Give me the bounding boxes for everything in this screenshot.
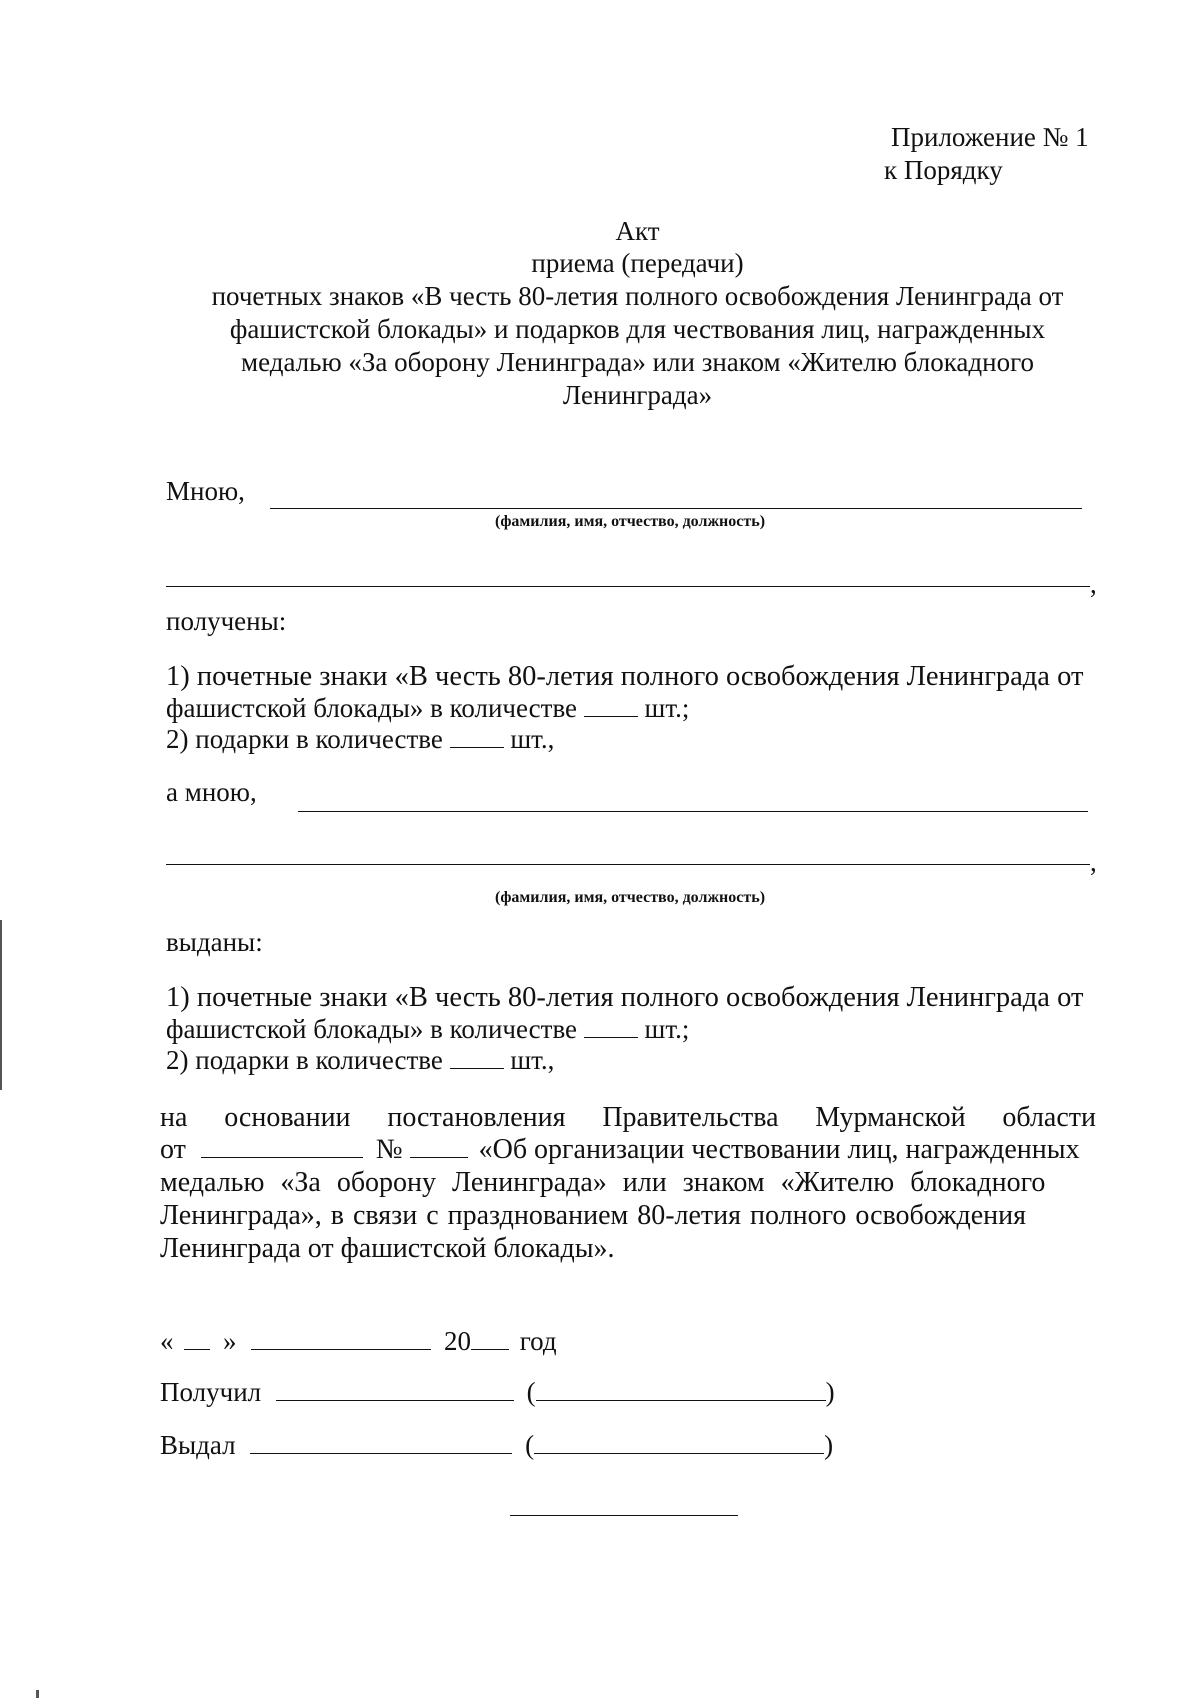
- title-line-5: медалью «За оборону Ленинграда» или знаком «Жителю блокадного: [241, 347, 1034, 377]
- receiver-comma: ,: [1090, 569, 1097, 599]
- issued-signs-count-blank[interactable]: [584, 1015, 638, 1038]
- received-label: получены:: [166, 606, 287, 636]
- basis-resolution-title: «Об организации чествовании лиц, награжденных: [478, 1134, 1080, 1165]
- basis-word-5: Мурманской: [815, 1102, 966, 1133]
- issued-by-paren-open: (: [525, 1430, 535, 1460]
- appendix-line-2: к Порядку: [884, 155, 1003, 185]
- basis-word-3: постановления: [387, 1102, 566, 1133]
- title-line-3: почетных знаков «В честь 80-летия полного освобождения Ленинграда от: [211, 281, 1064, 311]
- received-item-1-line-1: 1) почетные знаки «В честь 80-летия полного освобождения Ленинграда от: [166, 661, 1084, 692]
- basis-word-1: на: [160, 1102, 188, 1133]
- issued-gifts-count-blank[interactable]: [450, 1046, 504, 1069]
- date-line: [160, 1325, 557, 1357]
- closing-separator: [510, 1515, 738, 1516]
- date-year-prefix: 20: [444, 1326, 471, 1356]
- basis-word-2: основании: [224, 1102, 351, 1133]
- received-item-1-text: фашистской блокады» в количестве: [166, 693, 578, 723]
- issued-by-name-blank[interactable]: [534, 1431, 824, 1454]
- receiver-name-line-1: [270, 508, 1082, 509]
- basis-word-4: Правительства: [602, 1102, 779, 1133]
- receiver-label: Мною,: [166, 476, 245, 506]
- date-year-blank[interactable]: [471, 1327, 509, 1350]
- basis-line-3: медалью «За оборону Ленинграда» или знаком «Жителю блокадного: [160, 1167, 1046, 1198]
- date-close-quote: »: [223, 1326, 237, 1356]
- issued-item-1-text: фашистской блокады» в количестве: [166, 1014, 578, 1044]
- received-by-paren-close: ): [825, 1377, 835, 1407]
- received-item-2-unit: шт.,: [510, 724, 555, 754]
- date-day-blank[interactable]: [184, 1327, 210, 1350]
- issued-by-paren-close: ): [824, 1430, 834, 1460]
- received-by-label: Получил: [160, 1377, 262, 1407]
- received-by-name-blank[interactable]: [536, 1378, 826, 1401]
- issuer-name-line-1: [298, 811, 1088, 812]
- received-item-2-text: 2) подарки в количестве: [166, 724, 443, 754]
- received-gifts-count-blank[interactable]: [450, 725, 504, 748]
- title-line-4: фашистской блокады» и подарков для чествования лиц, награжденных: [229, 314, 1046, 344]
- basis-from: от: [160, 1134, 186, 1165]
- basis-number-sign: №: [375, 1134, 403, 1165]
- issuer-caption: (фамилия, имя, отчество, должность): [494, 889, 766, 906]
- issued-label: выданы:: [166, 927, 263, 957]
- basis-line-4: Ленинграда», в связи с празднованием 80-летия полного освобождения: [160, 1200, 1026, 1231]
- issued-item-2-unit: шт.,: [510, 1045, 555, 1075]
- received-signs-count-blank[interactable]: [584, 694, 638, 717]
- issued-item-1-unit: шт.;: [644, 1014, 690, 1044]
- issued-by-row: [160, 1429, 833, 1461]
- title-line-6: Ленинграда»: [562, 380, 713, 410]
- issued-by-signature-blank[interactable]: [250, 1431, 512, 1454]
- issued-item-2: [166, 1044, 554, 1076]
- issued-item-1-line-1: 1) почетные знаки «В честь 80-летия полного освобождения Ленинграда от: [166, 982, 1084, 1013]
- title-line-2: приема (передачи): [531, 248, 744, 278]
- scan-mark-left: [0, 920, 2, 1090]
- appendix-line-1: Приложение № 1: [891, 122, 1089, 152]
- received-item-1-unit: шт.;: [644, 693, 690, 723]
- received-by-signature-blank[interactable]: [276, 1378, 514, 1401]
- issued-item-1-line-2: [166, 1013, 689, 1045]
- date-year-suffix: год: [519, 1326, 557, 1356]
- receiver-caption: (фамилия, имя, отчество, должность): [494, 513, 766, 530]
- issuer-label: а мною,: [166, 777, 257, 807]
- issued-by-label: Выдал: [160, 1430, 236, 1460]
- received-by-row: [160, 1376, 835, 1408]
- title-line-1: Акт: [615, 216, 660, 246]
- date-open-quote: «: [160, 1326, 174, 1356]
- issuer-name-line-2: [166, 864, 1090, 865]
- basis-line-1: [160, 1101, 1096, 1135]
- received-item-1-line-2: [166, 692, 689, 724]
- received-by-paren-open: (: [526, 1377, 536, 1407]
- basis-word-6: области: [1002, 1102, 1096, 1133]
- issuer-comma: ,: [1090, 847, 1097, 877]
- receiver-name-line-2: [166, 586, 1090, 587]
- scan-mark-bottom: [36, 1690, 39, 1698]
- received-item-2: [166, 723, 554, 755]
- resolution-number-blank[interactable]: [410, 1135, 468, 1158]
- date-month-blank[interactable]: [251, 1327, 431, 1350]
- basis-line-2: [160, 1133, 1080, 1167]
- resolution-date-blank[interactable]: [201, 1135, 363, 1158]
- issued-item-2-text: 2) подарки в количестве: [166, 1045, 443, 1075]
- basis-line-5: Ленинграда от фашистской блокады».: [160, 1233, 615, 1264]
